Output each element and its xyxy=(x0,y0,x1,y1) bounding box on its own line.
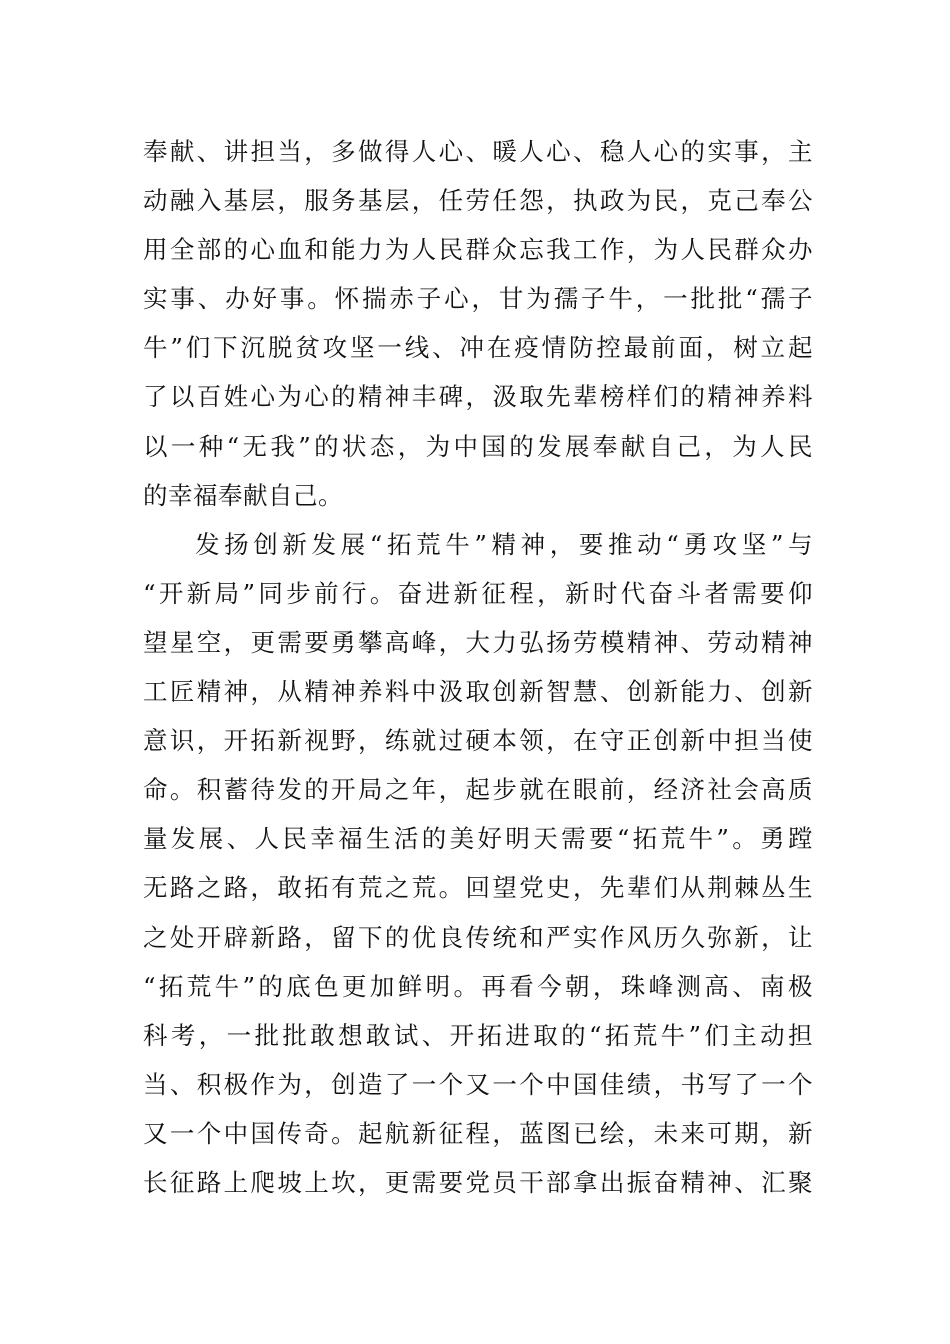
paragraph-line: 发扬创新发展“拓荒牛”精神，要推动“勇攻坚”与 xyxy=(195,529,813,559)
paragraph-line: 实事、办好事。怀揣赤子心，甘为孺子牛，一批批“孺子 xyxy=(143,284,813,314)
paragraph-line: 用全部的心血和能力为人民群众忘我工作，为人民群众办 xyxy=(143,235,813,265)
paragraph-1 xyxy=(143,127,813,520)
paragraph-line: “拓荒牛”的底色更加鲜明。再看今朝，珠峰测高、南极 xyxy=(143,971,813,1001)
paragraph-line: 奉献、讲担当，多做得人心、暖人心、稳人心的实事，主 xyxy=(143,137,813,166)
paragraph-line: 当、积极作为，创造了一个又一个中国佳绩，书写了一个 xyxy=(143,1069,813,1099)
paragraph-line: 命。积蓄待发的开局之年，起步就在眼前，经济社会高质 xyxy=(143,775,813,805)
paragraph-2 xyxy=(143,520,813,1207)
paragraph-line: 牛”们下沉脱贫攻坚一线、冲在疫情防控最前面，树立起 xyxy=(143,333,813,363)
paragraph-line: 又一个中国传奇。起航新征程，蓝图已绘，未来可期，新 xyxy=(143,1118,813,1148)
paragraph-line: 无路之路，敢拓有荒之荒。回望党史，先辈们从荆棘丛生 xyxy=(143,873,813,903)
paragraph-line: 科考，一批批敢想敢试、开拓进取的“拓荒牛”们主动担 xyxy=(143,1020,813,1050)
paragraph-line: “开新局”同步前行。奋进新征程，新时代奋斗者需要仰 xyxy=(143,578,813,608)
paragraph-line: 了以百姓心为心的精神丰碑，汲取先辈榜样们的精神养料 xyxy=(143,382,813,412)
paragraph-line: 以一种“无我”的状态，为中国的发展奉献自己，为人民 xyxy=(143,431,813,461)
paragraph-line: 意识，开拓新视野，练就过硬本领，在守正创新中担当使 xyxy=(143,726,813,756)
paragraph-line: 量发展、人民幸福生活的美好明天需要“拓荒牛”。勇蹚 xyxy=(143,824,813,854)
paragraph-line: 之处开辟新路，留下的优良传统和严实作风历久弥新，让 xyxy=(143,922,813,952)
paragraph-line: 长征路上爬坡上坎，更需要党员干部拿出振奋精神、汇聚 xyxy=(143,1167,813,1197)
body-text xyxy=(143,127,813,1207)
paragraph-line: 动融入基层，服务基层，任劳任怨，执政为民，克己奉公 xyxy=(143,186,813,216)
paragraph-line: 工匠精神，从精神养料中汲取创新智慧、创新能力、创新 xyxy=(143,677,813,707)
paragraph-line: 望星空，更需要勇攀高峰，大力弘扬劳模精神、劳动精神 xyxy=(143,627,813,657)
paragraph-line: 的幸福奉献自己。 xyxy=(143,480,343,510)
